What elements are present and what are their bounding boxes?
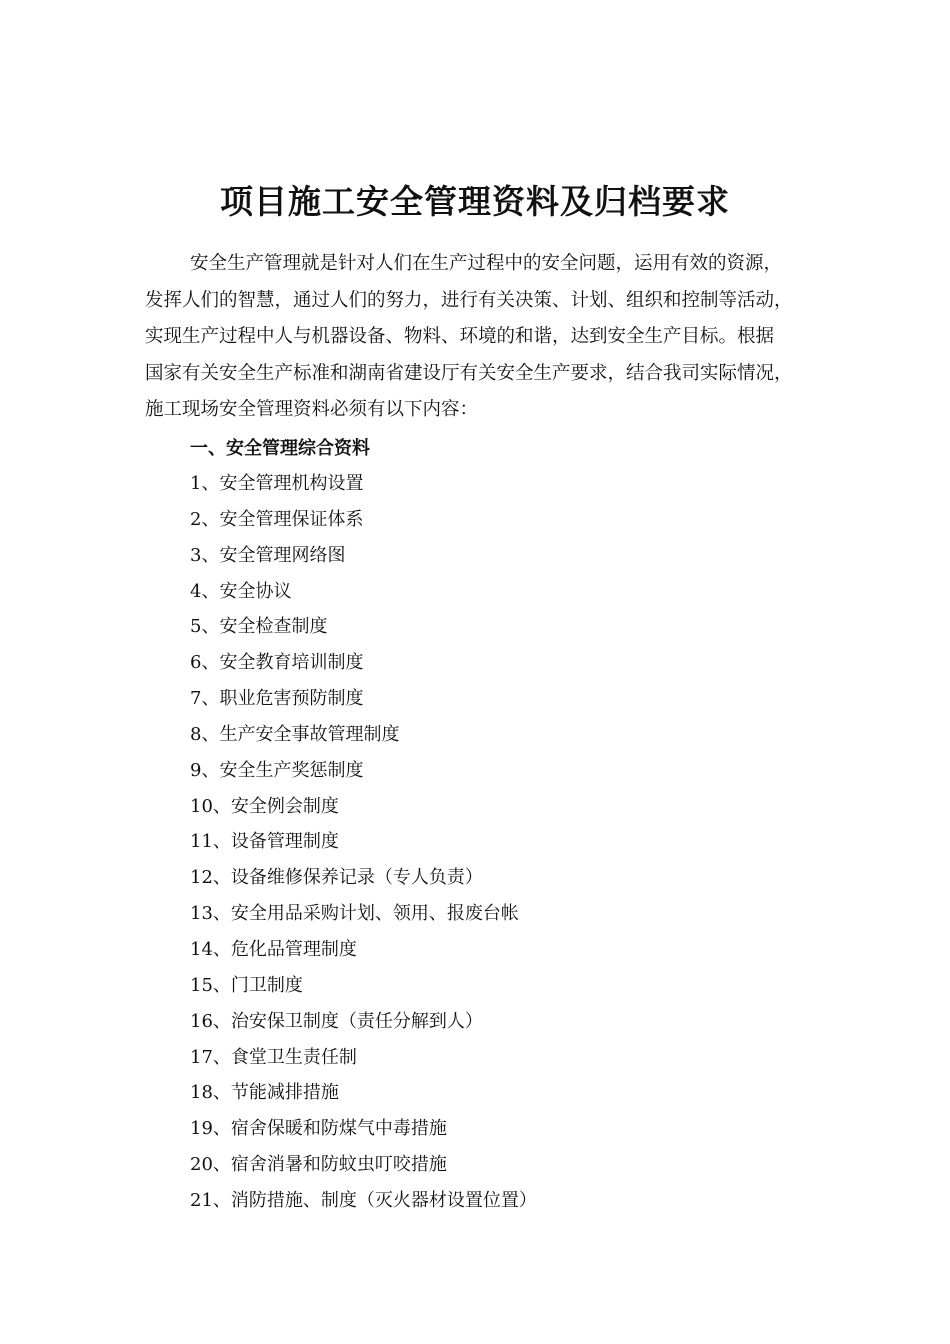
list-item: 21、消防措施、制度（灭火器材设置位置） [190,1189,537,1211]
intro-line: 安全生产管理就是针对人们在生产过程中的安全问题，运用有效的资源， [190,253,783,274]
section-heading: 一、安全管理综合资料 [190,438,370,459]
list-item: 14、危化品管理制度 [190,938,357,960]
list-item: 7、职业危害预防制度 [190,688,364,710]
list-item: 19、宿舍保暖和防煤气中毒措施 [190,1118,447,1140]
list-item: 11、设备管理制度 [190,831,339,853]
intro-line: 实现生产过程中人与机器设备、物料、环境的和谐，达到安全生产目标。根据 [145,326,775,347]
list-item: 18、节能减排措施 [190,1082,339,1104]
list-item: 10、安全例会制度 [190,795,339,817]
list-item: 9、安全生产奖惩制度 [190,759,364,781]
list-item: 15、门卫制度 [190,974,303,996]
list-item: 3、安全管理网络图 [190,544,346,566]
requirement-list [190,466,537,1219]
list-item: 5、安全检查制度 [190,616,328,638]
list-item: 13、安全用品采购计划、领用、报废台帐 [190,903,519,925]
list-item: 20、宿舍消暑和防蚊虫叮咬措施 [190,1154,447,1176]
list-item: 2、安全管理保证体系 [190,508,364,530]
list-item: 16、治安保卫制度（责任分解到人） [190,1010,483,1032]
list-item: 1、安全管理机构设置 [190,473,364,494]
list-item: 8、生产安全事故管理制度 [190,723,400,745]
document-title: 项目施工安全管理资料及归档要求 [220,182,730,221]
list-item: 4、安全协议 [190,580,292,602]
intro-paragraph [145,246,807,429]
intro-line: 国家有关安全生产标准和湖南省建设厅有关安全生产要求，结合我司实际情况， [145,362,793,384]
list-item: 6、安全教育培训制度 [190,652,364,674]
intro-line: 发挥人们的智慧，通过人们的努力，进行有关决策、计划、组织和控制等活动， [145,289,793,311]
list-item: 17、食堂卫生责任制 [190,1046,357,1068]
intro-line: 施工现场安全管理资料必须有以下内容： [145,399,479,420]
list-item: 12、设备维修保养记录（专人负责） [190,867,483,889]
